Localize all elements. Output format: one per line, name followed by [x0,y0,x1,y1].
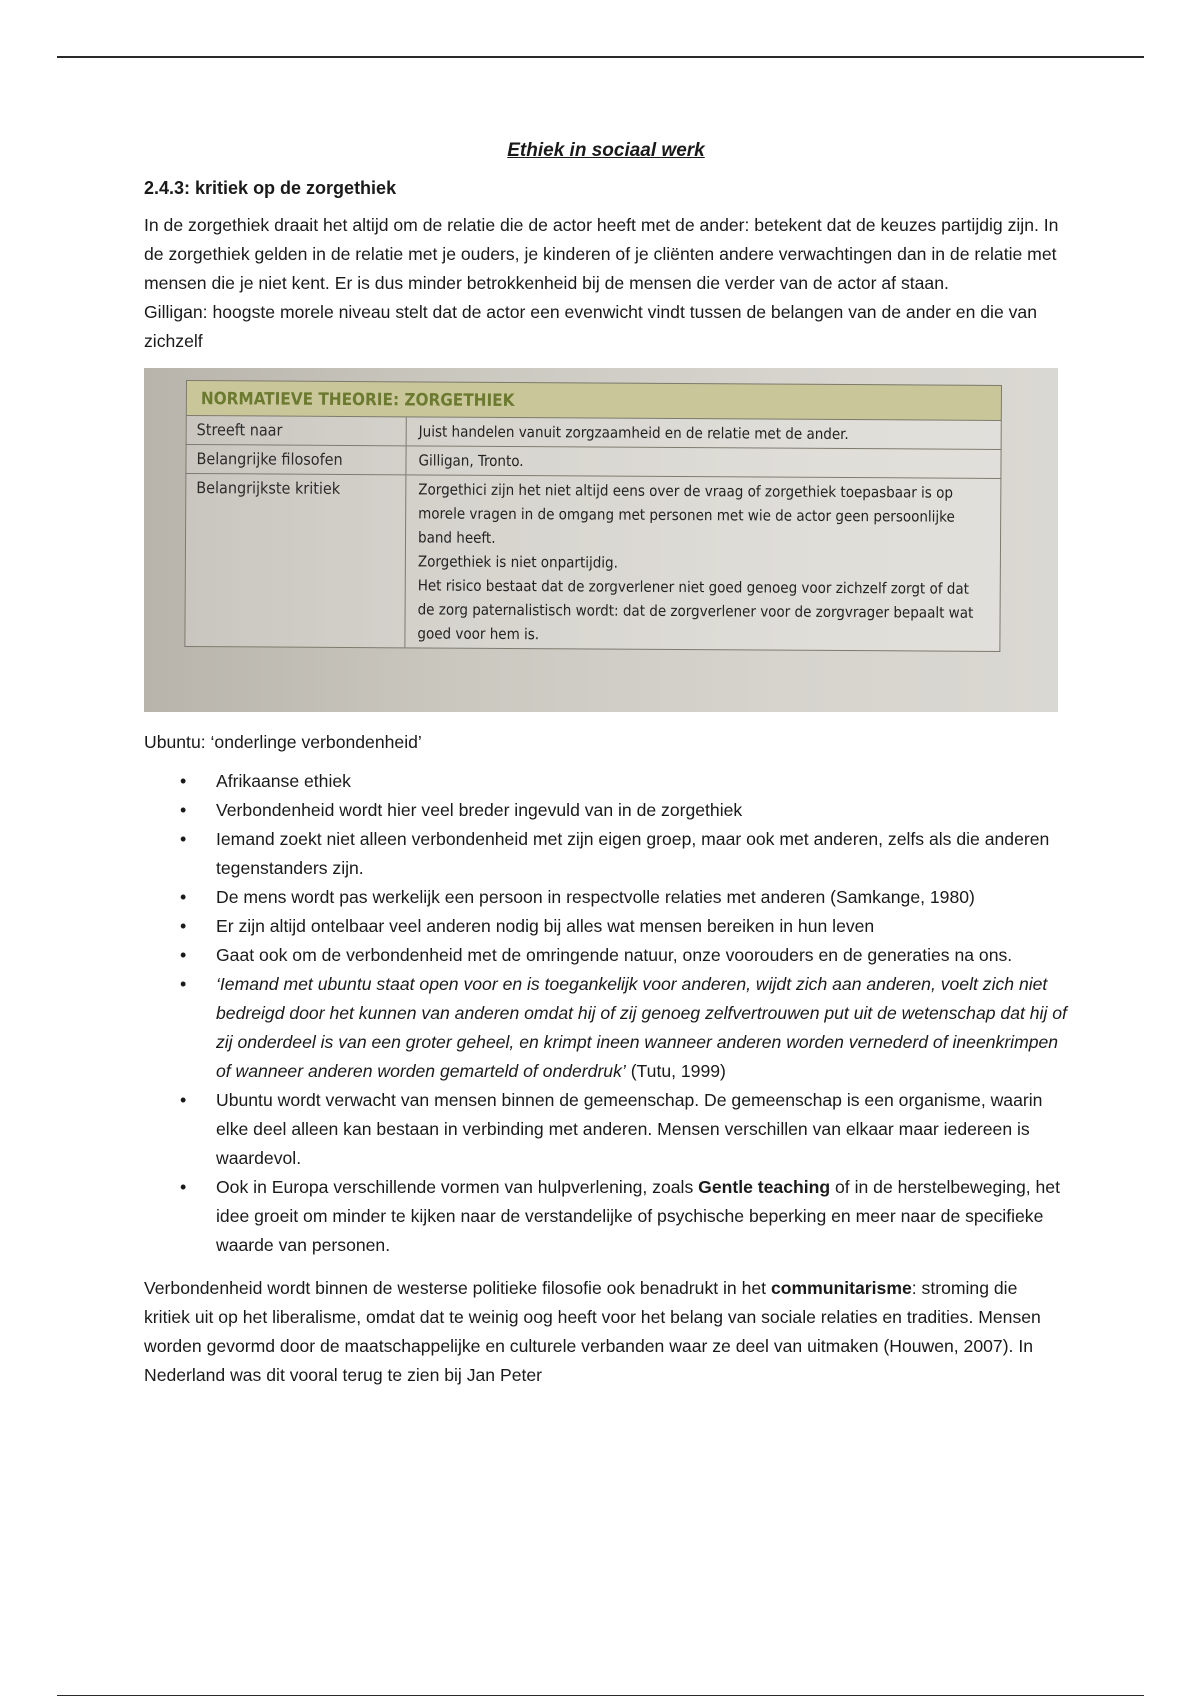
closing-paragraph [144,1274,1068,1390]
page-content [144,140,1068,1390]
list-item: • Iemand zoekt niet alleen verbondenheid met zijn eigen groep, maar ook met anderen, zelfs als die anderen tegenstanders zijn. [144,825,1068,883]
table-row-value [405,475,1000,651]
gilligan-paragraph: Gilligan: hoogste morele niveau stelt dat de actor een evenwicht vindt tussen de belangen van de ander en die van zichzelf [144,302,1037,351]
table-row-label: Belangrijke filosofen [186,445,406,474]
section-heading: 2.4.3: kritiek op de zorgethiek [144,178,397,198]
table-cell-text: Juist handelen vanuit zorgzaamheid en de relatie met de ander. [418,422,849,444]
table-cell-text: Zorgethiek is niet onpartijdig. [417,552,619,572]
list-item: • Gaat ook om de verbondenheid met de omringende natuur, onze voorouders en de generaties na ons. [144,941,1068,970]
list-item-text: of in de herstelbeweging, het idee groeit om minder te kijken naar de verstandelijke of psychische beperking en meer naar de specifieke waarde van personen. [216,1177,1060,1255]
table-row-value [406,446,1000,478]
closing-text: Verbondenheid wordt binnen de westerse politieke filosofie ook benadrukt in het [144,1278,771,1298]
zorgethiek-table [184,380,1002,652]
table-row-value [407,417,1001,449]
list-item: • Afrikaanse ethiek [144,767,1068,796]
table-row-label: Belangrijkste kritiek [185,474,406,647]
table-cell-text: Gilligan, Tronto. [418,451,524,471]
ubuntu-label: Ubuntu: ‘onderlinge verbondenheid’ [144,732,422,752]
list-item: • Verbondenheid wordt hier veel breder ingevuld van in de zorgethiek [144,796,1068,825]
list-item: • Er zijn altijd ontelbaar veel anderen nodig bij alles wat mensen bereiken in hun leven [144,912,1068,941]
tutu-quote: ‘Iemand met ubuntu staat open voor en is toegankelijk voor anderen, wijdt zich aan anderen, voelt zich niet bedreigd door het kunnen van anderen omdat hij of zij genoeg zelfvertrouwen put uit de wetenschap dat hij of zij onderdeel is van een groter geheel, en krimpt ineen wanneer anderen worden vernederd of ineenkrimpen of wanneer anderen worden gemarteld of onderdruk’ [216,974,1067,1081]
gentle-teaching-term: Gentle teaching [698,1177,831,1197]
table-row-label: Streeft naar [187,416,407,445]
list-item [144,1173,1068,1260]
table-cell-text: Zorgethici zijn het niet altijd eens over de vraag of zorgethiek toepasbaar is op morele vragen in de omgang met personen met wie de actor geen persoonlijke band heeft. [417,480,955,547]
intro-paragraph: In de zorgethiek draait het altijd om de relatie die de actor heeft met de ander: betekent dat de keuzes partijdig zijn. In de zorgethiek gelden in de relatie met je ouders, je kinderen of je cliënten andere verwachtingen dan in de relatie met mensen die je niet kent. Er is dus minder betrokkenheid bij de mensen die verder van de actor af staan. [144,215,1059,293]
list-item: • Ubuntu wordt verwacht van mensen binnen de gemeenschap. De gemeenschap is een organisme, waarin elke deel alleen kan bestaan in verbinding met anderen. Mensen verschillen van elkaar maar iedereen is waardevol. [144,1086,1068,1173]
bottom-rule [57,1695,1144,1696]
table-cell-text: Het risico bestaat dat de zorgverlener niet goed genoeg voor zichzelf zorgt of dat de zorg paternalistisch wordt: dat de zorgverlener voor de zorgvrager bepaalt wat goed voor hem is. [417,576,974,644]
list-item-text: Ook in Europa verschillende vormen van hulpverlening, zoals [216,1177,699,1197]
table-row [184,474,1001,652]
document-title: Ethiek in sociaal werk [507,140,705,161]
table-photo [144,368,1058,712]
top-rule [57,56,1144,58]
list-item [144,970,1068,1086]
list-item: • De mens wordt pas werkelijk een persoon in respectvolle relaties met anderen (Samkange, 1980) [144,883,1068,912]
table-header: NORMATIEVE THEORIE: ZORGETHIEK [186,380,1002,421]
communitarisme-term: communitarisme [770,1278,912,1298]
tutu-citation: (Tutu, 1999) [625,1061,726,1081]
ubuntu-bullet-list [144,767,1068,1260]
closing-text: : stroming die kritiek uit op het liberalisme, omdat dat te weinig oog heeft voor het belang van sociale relaties en tradities. Mensen worden gevormd door de maatschappelijke en culturele verbanden waar ze deel van uitmaken (Houwen, 2007). In Nederland was dit vooral terug te zien bij Jan Peter [144,1278,1041,1385]
